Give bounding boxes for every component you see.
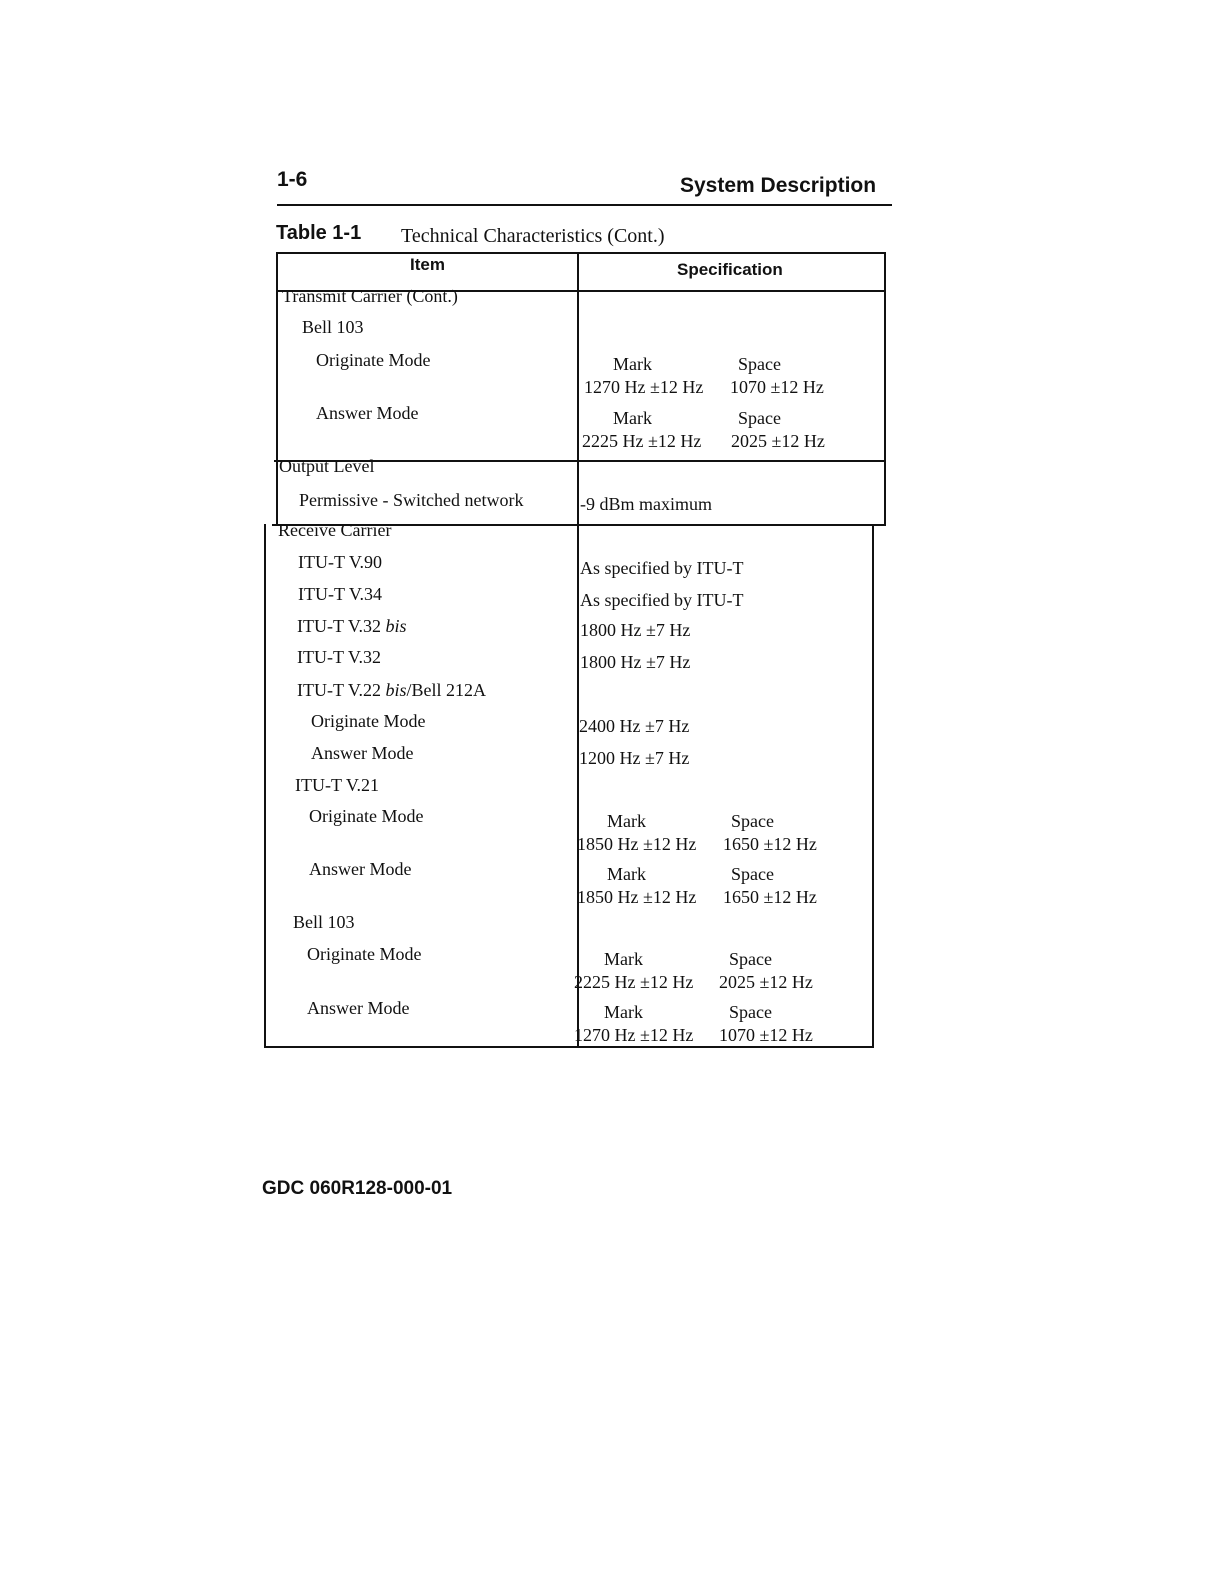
bell-answer-label: Answer Mode xyxy=(307,998,410,1018)
transmit-bell103-label: Bell 103 xyxy=(302,317,364,337)
transmit-carrier-title: Transmit Carrier (Cont.) xyxy=(282,286,458,306)
permissive-value: -9 dBm maximum xyxy=(580,494,712,514)
transmit-answer-label: Answer Mode xyxy=(316,403,419,423)
table-top-border xyxy=(276,252,886,254)
v34-value: As specified by ITU-T xyxy=(580,590,744,610)
document-id: GDC 060R128-000-01 xyxy=(262,1178,453,1199)
mark-value: 2225 Hz ±12 Hz xyxy=(574,972,694,992)
table-label: Table 1-1 xyxy=(276,222,362,244)
transmit-originate-spec xyxy=(584,353,824,399)
section-title: System Description xyxy=(680,174,877,197)
v32-value: 1800 Hz ±7 Hz xyxy=(580,652,691,672)
left-border-top xyxy=(276,252,278,525)
v32bis-value: 1800 Hz ±7 Hz xyxy=(580,620,691,640)
space-value: 1070 ±12 Hz xyxy=(730,377,824,397)
right-border-bottom xyxy=(872,524,874,1048)
space-value: 1650 ±12 Hz xyxy=(723,834,817,854)
v22-originate-value: 2400 Hz ±7 Hz xyxy=(579,716,690,736)
column-header-specification: Specification xyxy=(677,260,783,279)
bell-answer-spec xyxy=(574,1001,813,1047)
v22-suffix: /Bell 212A xyxy=(406,680,487,700)
space-value: 1650 ±12 Hz xyxy=(723,887,817,907)
v32bis-label xyxy=(297,616,407,637)
v22-italic: bis xyxy=(385,680,407,700)
mark-heading: Mark xyxy=(604,949,643,969)
v22-answer-label: Answer Mode xyxy=(311,743,414,763)
v21-label: ITU-T V.21 xyxy=(295,775,380,795)
v34-label: ITU-T V.34 xyxy=(298,584,383,604)
space-heading: Space xyxy=(729,1002,772,1022)
table-caption: Technical Characteristics (Cont.) xyxy=(401,225,665,247)
mark-value: 1270 Hz ±12 Hz xyxy=(584,377,704,397)
technical-characteristics-table xyxy=(264,252,886,1058)
v32bis-prefix: ITU-T V.32 xyxy=(297,616,386,636)
mark-heading: Mark xyxy=(607,811,646,831)
space-heading: Space xyxy=(738,354,781,374)
mark-heading: Mark xyxy=(604,1002,643,1022)
mark-heading: Mark xyxy=(607,864,646,884)
v21-originate-spec xyxy=(577,810,817,856)
mark-value: 1850 Hz ±12 Hz xyxy=(577,887,697,907)
space-heading: Space xyxy=(738,408,781,428)
column-divider xyxy=(577,252,579,1048)
space-value: 2025 ±12 Hz xyxy=(719,972,813,992)
mark-heading: Mark xyxy=(613,354,652,374)
mark-value: 2225 Hz ±12 Hz xyxy=(582,431,702,451)
v32-label: ITU-T V.32 xyxy=(297,647,382,667)
permissive-label: Permissive - Switched network xyxy=(299,490,524,510)
transmit-originate-label: Originate Mode xyxy=(316,350,431,370)
mark-value: 1850 Hz ±12 Hz xyxy=(577,834,697,854)
v22-label xyxy=(297,680,486,701)
v22-prefix: ITU-T V.22 xyxy=(297,680,386,700)
mark-value: 1270 Hz ±12 Hz xyxy=(574,1025,694,1045)
space-value: 1070 ±12 Hz xyxy=(719,1025,813,1045)
v22-answer-value: 1200 Hz ±7 Hz xyxy=(579,748,690,768)
bell-originate-label: Originate Mode xyxy=(307,944,422,964)
receive-bell103-label: Bell 103 xyxy=(293,912,355,932)
space-heading: Space xyxy=(731,811,774,831)
header-rule xyxy=(277,204,892,206)
v21-answer-label: Answer Mode xyxy=(309,859,412,879)
mark-heading: Mark xyxy=(613,408,652,428)
v90-value: As specified by ITU-T xyxy=(580,558,744,578)
v21-answer-spec xyxy=(577,863,817,909)
right-border-top xyxy=(884,252,886,526)
v32bis-italic: bis xyxy=(385,616,407,636)
v22-originate-label: Originate Mode xyxy=(311,711,426,731)
v90-label: ITU-T V.90 xyxy=(298,552,383,572)
space-value: 2025 ±12 Hz xyxy=(731,431,825,451)
v21-originate-label: Originate Mode xyxy=(309,806,424,826)
output-level-title: Output Level xyxy=(279,456,375,476)
bell-originate-spec xyxy=(574,948,813,994)
receive-carrier-title: Receive Carrier xyxy=(278,520,392,540)
space-heading: Space xyxy=(729,949,772,969)
column-header-item: Item xyxy=(410,255,445,274)
transmit-answer-spec xyxy=(582,407,825,453)
left-border-bottom xyxy=(264,524,266,1048)
space-heading: Space xyxy=(731,864,774,884)
page-number: 1-6 xyxy=(277,168,308,191)
